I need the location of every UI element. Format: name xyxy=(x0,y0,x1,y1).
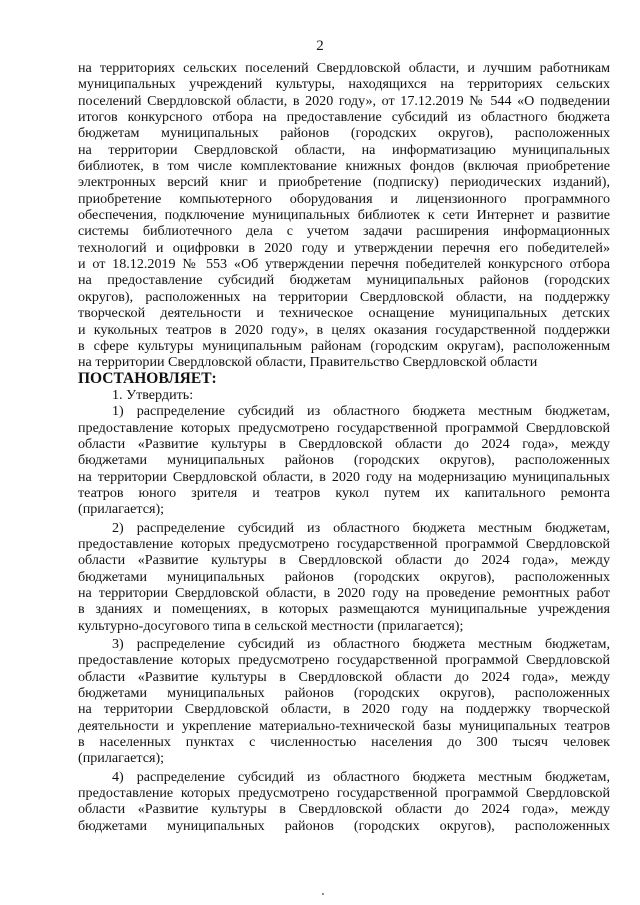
text-line: в населенных пунктах с численностью населения до 300 тысяч человек xyxy=(78,734,610,751)
text-line: на территории Свердловской области, в 2020 году на поддержку творческой xyxy=(78,701,610,718)
text-line: системы библиотечного дела с учетом задачи расширения информационных xyxy=(78,223,610,240)
text-line: предоставление которых предусмотрено государственной программой Свердловской xyxy=(78,535,610,552)
text-line: приобретение компьютерного оборудования и лицензионного программного xyxy=(78,190,610,207)
text-line: бюджетами муниципальных районов (городских округов), расположенных xyxy=(78,452,610,469)
clause-1-heading: 1. Утвердить: xyxy=(112,386,194,403)
list-item-3 xyxy=(78,636,610,767)
text-line: на территории Свердловской области, на информатизацию муниципальных xyxy=(78,141,610,158)
paragraph-preamble xyxy=(78,60,610,371)
list-item-1 xyxy=(78,403,610,517)
text-line: предоставление которых предусмотрено государственной программой Свердловской xyxy=(78,419,610,436)
text-line: на предоставление субсидий бюджетам муниципальных районов (городских xyxy=(78,272,610,289)
text-line: бюджетами муниципальных районов (городских округов), расположенных xyxy=(78,817,610,834)
list-item-2 xyxy=(78,520,610,634)
text-line: культурно-досугового типа в сельской местности (прилагается); xyxy=(78,617,464,634)
text-line: области «Развитие культуры в Свердловской области до 2024 года», между xyxy=(78,801,610,818)
text-line: бюджетам муниципальных районов (городских округов), расположенных xyxy=(78,125,610,142)
text-line: библиотек, в том числе комплектование книжных фондов (включая приобретение xyxy=(78,158,610,175)
text-line: электронных версий книг и приобретение (подписку) периодических изданий), xyxy=(78,174,610,191)
text-line: области «Развитие культуры в Свердловской области до 2024 года», между xyxy=(78,552,610,569)
document-body xyxy=(78,60,610,834)
text-line: области «Развитие культуры в Свердловской области до 2024 года», между xyxy=(78,668,610,685)
list-item-4 xyxy=(78,769,610,834)
text-line: поселений Свердловской области, в 2020 году», от 17.12.2019 № 544 «О подведении xyxy=(78,92,610,109)
text-line: в сфере культуры муниципальным районам (городским округам), расположенным xyxy=(78,337,610,354)
text-line: (прилагается); xyxy=(78,501,165,518)
text-line: предоставление которых предусмотрено государственной программой Свердловской xyxy=(78,785,610,802)
text-line: области «Развитие культуры в Свердловской области до 2024 года», между xyxy=(78,435,610,452)
page-number: 2 xyxy=(316,38,324,54)
text-line: в зданиях и помещениях, в которых размещаются муниципальные учреждения xyxy=(78,601,610,618)
text-line: обеспечения, подключение муниципальных библиотек к сети Интернет и развитие xyxy=(78,207,610,224)
text-line: бюджетами муниципальных районов (городских округов), расположенных xyxy=(78,685,610,702)
text-line: деятельности и укрепление материально-технической базы муниципальных театров xyxy=(78,717,610,734)
text-line: 3) распределение субсидий из областного бюджета местным бюджетам, xyxy=(112,636,610,653)
scan-speck xyxy=(322,893,324,895)
text-line: на территориях сельских поселений Свердловской области, и лучшим работникам xyxy=(78,60,610,76)
text-line: бюджетами муниципальных районов (городских округов), расположенных xyxy=(78,568,610,585)
resolution-heading: ПОСТАНОВЛЯЕТ: xyxy=(78,369,217,387)
text-line: предоставление которых предусмотрено государственной программой Свердловской xyxy=(78,652,610,669)
text-line: на территории Свердловской области, в 2020 году на модернизацию муниципальных xyxy=(78,468,610,485)
text-line: технологий и оцифровки в 2020 году и утверждении перечня его победителей» xyxy=(78,239,610,256)
text-line: на территории Свердловской области, в 2020 году на проведение ремонтных работ xyxy=(78,585,610,601)
text-line: и от 18.12.2019 № 553 «Об утверждении перечня победителей конкурсного отбора xyxy=(78,256,610,273)
text-line: округов), расположенных на территории Свердловской области, на поддержку xyxy=(78,288,610,305)
text-line: и кукольных театров в 2020 году», в целях оказания государственной поддержки xyxy=(78,321,610,338)
text-line: 4) распределение субсидий из областного бюджета местным бюджетам, xyxy=(112,768,610,785)
text-line: творческой деятельности и техническое оснащение муниципальных детских xyxy=(78,305,610,322)
text-line: итогов конкурсного отбора на предоставление субсидий из областного бюджета xyxy=(78,109,610,126)
text-line: 2) распределение субсидий из областного бюджета местным бюджетам, xyxy=(112,519,610,536)
text-line: (прилагается); xyxy=(78,750,165,767)
text-line: муниципальных учреждений культуры, находящихся на территориях сельских xyxy=(78,76,610,93)
text-line: 1) распределение субсидий из областного бюджета местным бюджетам, xyxy=(112,403,610,420)
text-line: на территории Свердловской области, Правительство Свердловской области xyxy=(78,354,538,371)
text-line: театров юного зрителя и театров кукол путем их капитального ремонта xyxy=(78,484,610,501)
